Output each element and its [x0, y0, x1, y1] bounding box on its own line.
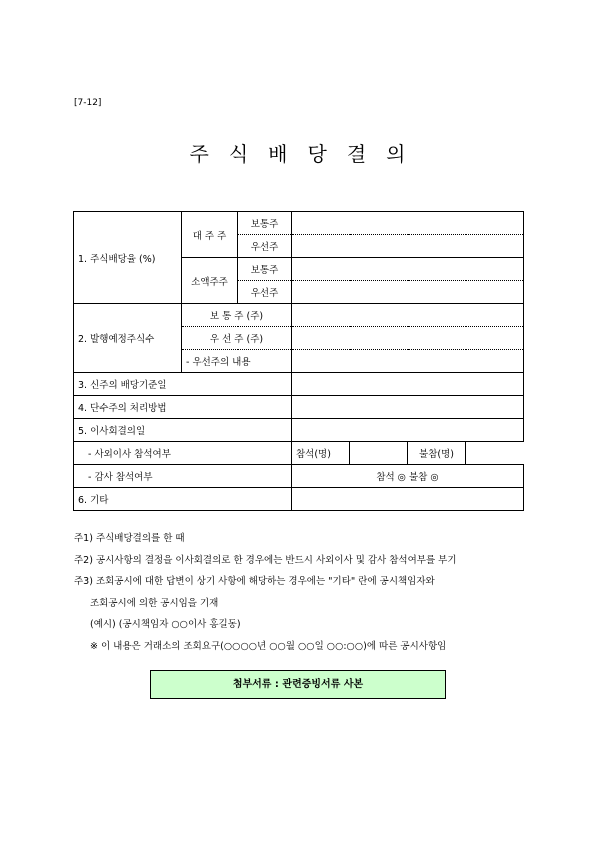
title-char: 주 — [189, 142, 209, 166]
note-3-cont: 조회공시에 의한 공시임을 기재 — [90, 597, 219, 609]
minor-common-label: 보통주 — [238, 258, 292, 281]
attend-count-value[interactable] — [350, 442, 408, 465]
outside-director-label: - 사외이사 참석여부 — [74, 442, 292, 465]
page-title — [0, 138, 595, 167]
footnotes — [74, 528, 457, 657]
note-3: 주3) 조회공시에 대한 답변이 상기 사항에 해당하는 경우에는 "기타" 란에 공시책임자와 — [74, 576, 435, 587]
title-char: 식 — [228, 142, 249, 166]
title-char: 의 — [386, 142, 406, 166]
title-char: 당 — [307, 142, 327, 166]
absent-count-value[interactable] — [466, 442, 524, 465]
auditor-attendance-status[interactable]: 참석 ◎ 불참 ◎ — [292, 465, 524, 488]
note-reference: ※ 이 내용은 거래소의 조회요구(○○○○년 ○○월 ○○일 ○○:○○)에 따른 공시사항임 — [90, 640, 447, 652]
attend-count-label: 참석(명) — [292, 442, 350, 465]
note-example: (예시) (공시책임자 ○○이사 홍길동) — [90, 619, 241, 630]
preferred-content-value[interactable] — [292, 350, 524, 373]
major-common-label: 보통주 — [238, 212, 292, 235]
major-preferred-value[interactable] — [292, 235, 524, 258]
attachment-box: 첨부서류 : 관련증빙서류 사본 — [150, 670, 446, 699]
record-date-value[interactable] — [292, 373, 524, 396]
minor-preferred-value[interactable] — [292, 281, 524, 304]
issue-common-label: 보 통 주 (주) — [182, 304, 292, 327]
other-label: 6. 기타 — [74, 488, 292, 511]
major-common-value[interactable] — [292, 212, 524, 235]
shares-to-issue-label: 2. 발행예정주식수 — [74, 304, 182, 373]
note-1: 주1) 주식배당결의를 한 때 — [74, 533, 185, 544]
title-char: 배 — [268, 142, 288, 166]
major-holder-label: 대 주 주 — [182, 212, 238, 258]
fractional-share-value[interactable] — [292, 396, 524, 419]
board-resolution-date-label: 5. 이사회결의일 — [74, 419, 292, 442]
auditor-attendance-label: - 감사 참석여부 — [74, 465, 292, 488]
minor-holder-label: 소액주주 — [182, 258, 238, 304]
fractional-share-label: 4. 단수주의 처리방법 — [74, 396, 292, 419]
preferred-content-label: - 우선주의 내용 — [182, 350, 292, 373]
issue-preferred-value[interactable] — [292, 327, 524, 350]
issue-preferred-label: 우 선 주 (주) — [182, 327, 292, 350]
board-resolution-date-value[interactable] — [292, 419, 524, 442]
issue-common-value[interactable] — [292, 304, 524, 327]
major-preferred-label: 우선주 — [238, 235, 292, 258]
dividend-rate-label: 1. 주식배당율 (%) — [74, 212, 182, 304]
title-char: 결 — [346, 142, 367, 166]
absent-count-label: 불참(명) — [408, 442, 466, 465]
minor-preferred-label: 우선주 — [238, 281, 292, 304]
record-date-label: 3. 신주의 배당기준일 — [74, 373, 292, 396]
other-value[interactable] — [292, 488, 524, 511]
dividend-form-table — [73, 211, 524, 511]
minor-common-value[interactable] — [292, 258, 524, 281]
form-code: [7-12] — [74, 98, 102, 108]
note-2: 주2) 공시사항의 결정을 이사회결의로 한 경우에는 반드시 사외이사 및 감사 참석여부를 부기 — [74, 554, 457, 566]
